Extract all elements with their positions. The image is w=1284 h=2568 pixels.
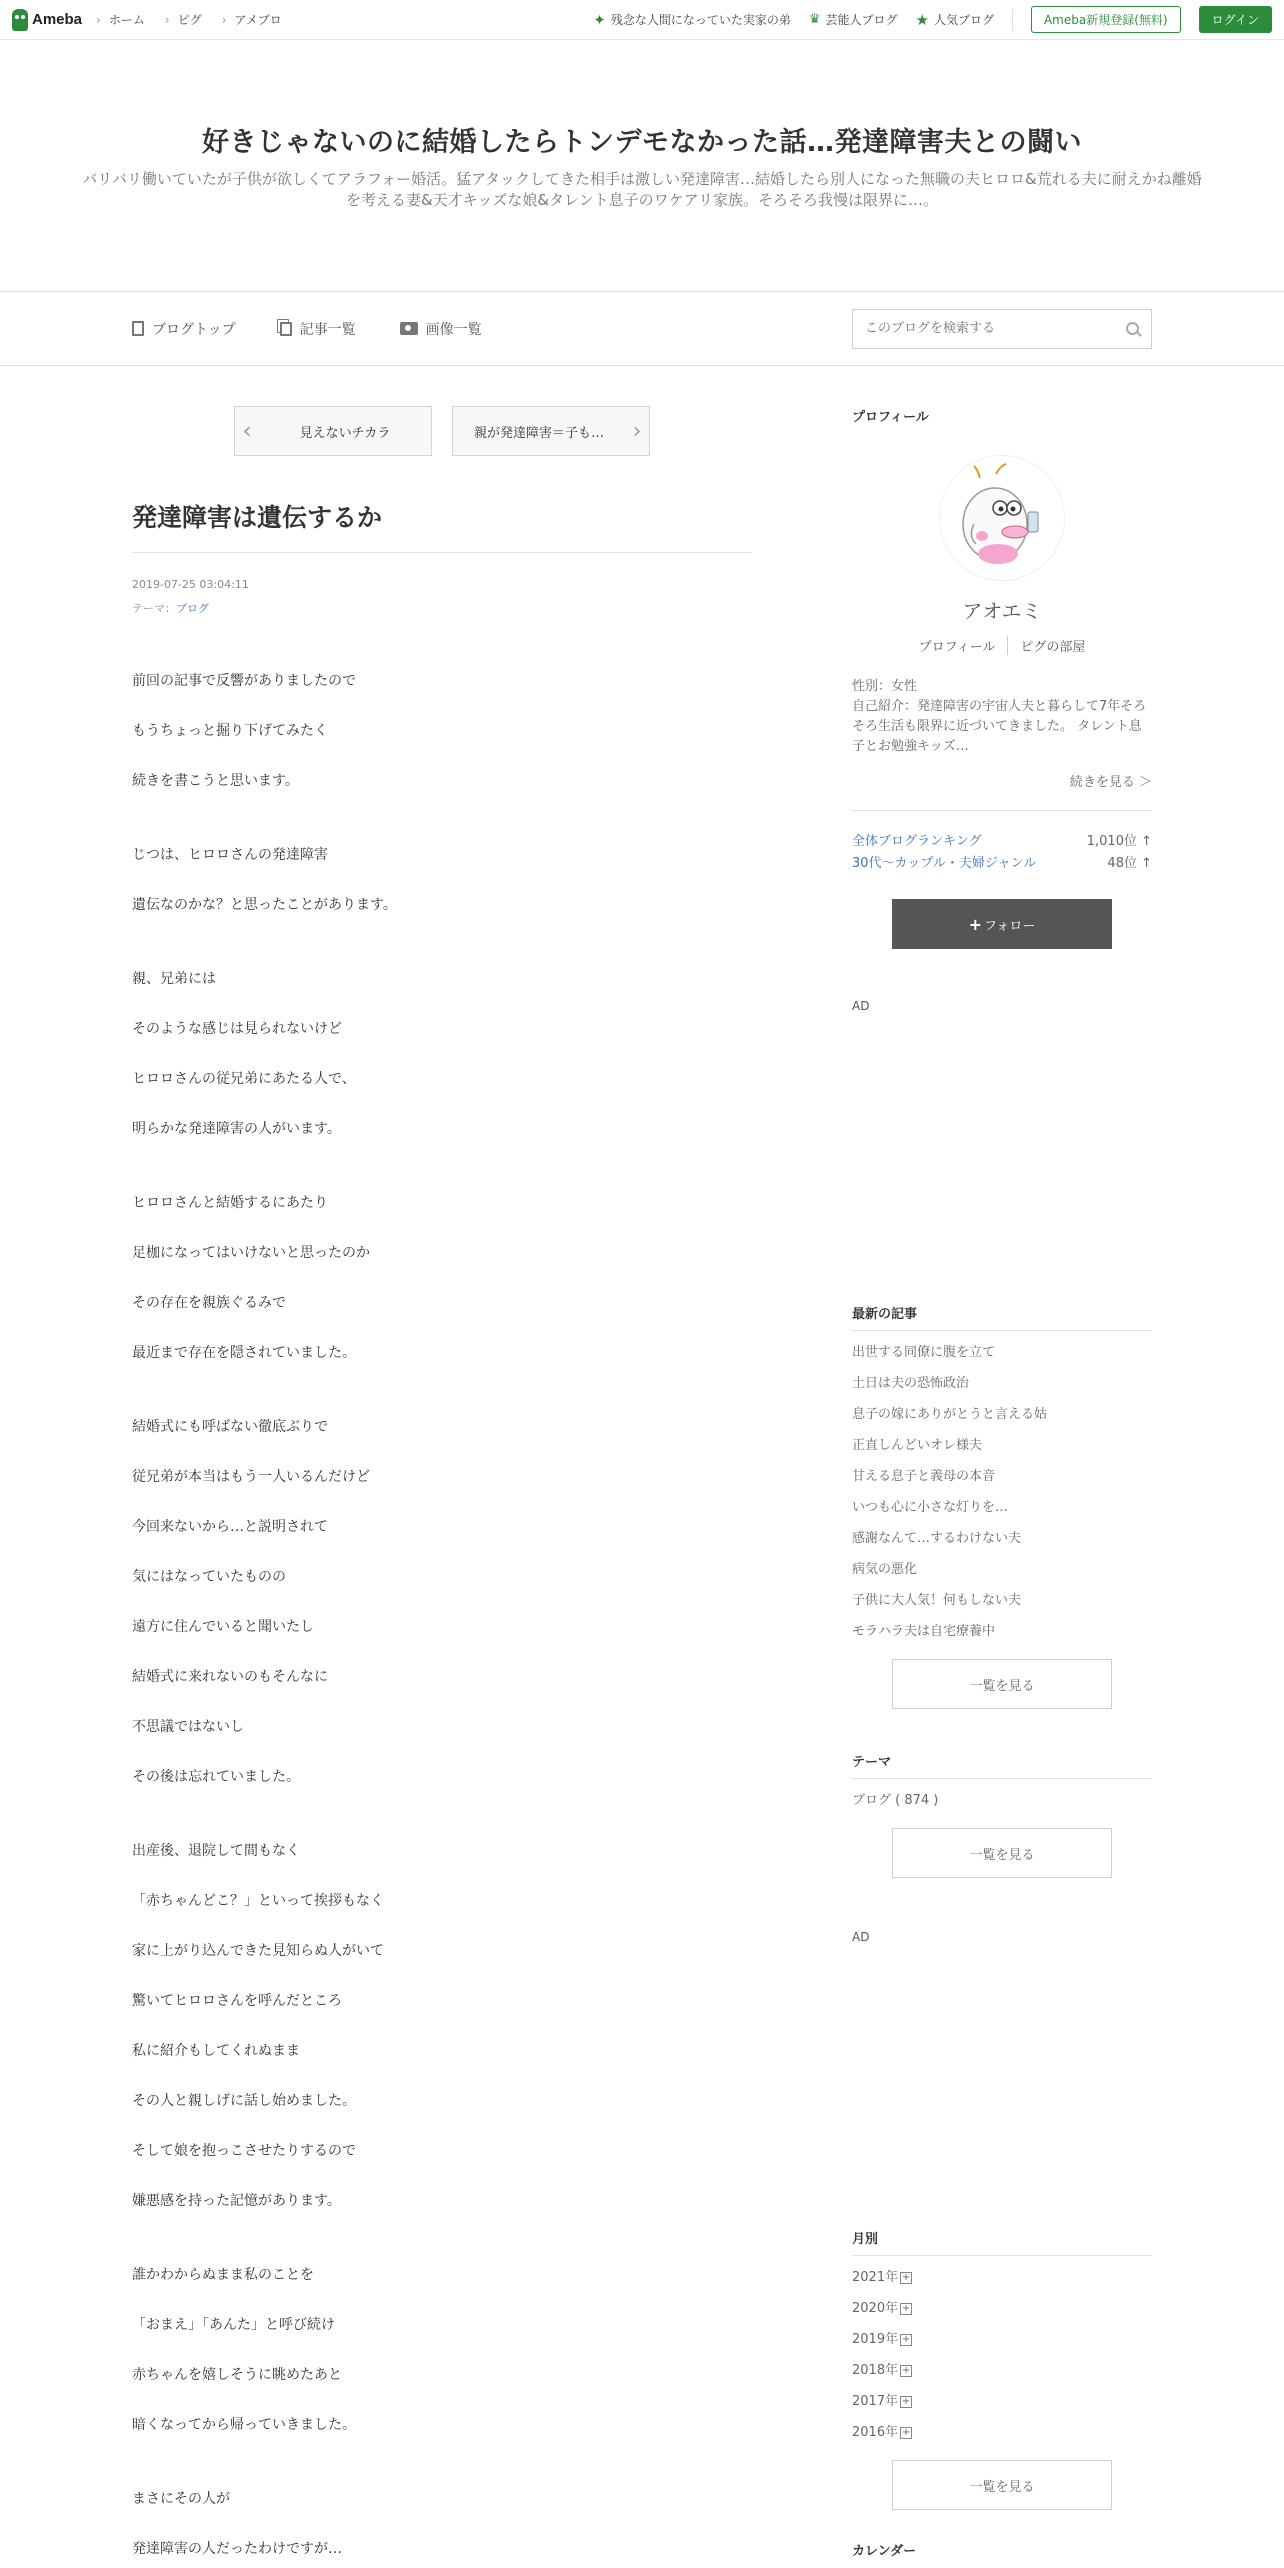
- month-archive-item[interactable]: [852, 2293, 1152, 2324]
- theme-section: [852, 1751, 1152, 1878]
- global-header: [0, 0, 1284, 40]
- ameba-logo-text: Ameba: [32, 11, 83, 28]
- calendar-section: [852, 2540, 1152, 2567]
- crown-icon: ♛: [808, 12, 821, 27]
- month-archive-item[interactable]: [852, 2324, 1152, 2355]
- recent-entries-heading: 最新の記事: [852, 1303, 1152, 1331]
- recent-entries-more-button[interactable]: 一覧を見る: [892, 1659, 1112, 1709]
- blog-header: [0, 40, 1284, 292]
- expand-plus-icon[interactable]: +: [901, 2333, 911, 2345]
- expand-plus-icon[interactable]: +: [901, 2426, 911, 2438]
- ameba-logo[interactable]: [12, 9, 82, 31]
- entry-meta: [132, 573, 752, 621]
- nav-pigg-link[interactable]: › ピグ: [165, 11, 202, 28]
- chevron-right-icon: ›: [632, 418, 642, 444]
- entry-paragraph: そして娘を抱っこさせたりするので: [132, 2143, 356, 2159]
- theme-item[interactable]: ブログ ( 874 ): [852, 1793, 939, 1808]
- paragraph-spacer: [132, 945, 752, 969]
- prev-entry-button[interactable]: [234, 406, 432, 456]
- entry-paragraph: 足枷になってはいけないと思ったのか: [132, 1245, 370, 1261]
- monthly-heading: 月別: [852, 2228, 1152, 2256]
- trending-blog-link[interactable]: [593, 11, 791, 29]
- entry-pager: [132, 406, 752, 456]
- entry-paragraph: 驚いてヒロロさんを呼んだところ: [132, 1993, 342, 2009]
- ranking-row[interactable]: [852, 853, 1152, 875]
- blog-search-input[interactable]: [865, 321, 1105, 336]
- entry-list-link[interactable]: [280, 319, 356, 339]
- ranking-value: 1,010位 ↑: [1086, 834, 1152, 849]
- paragraph-spacer: [132, 821, 752, 845]
- entry-paragraph: 従兄弟が本当はもう一人いるんだけど: [132, 1469, 370, 1485]
- recent-entries-section: [852, 1303, 1152, 1709]
- entry-paragraph: 不思議ではないし: [132, 1719, 244, 1735]
- celebrity-blog-label: 芸能人ブログ: [825, 13, 898, 27]
- profile-gender: 性別：女性: [852, 679, 918, 694]
- month-label: 2021年: [852, 2270, 899, 2285]
- entry-paragraph: 誰かわからぬまま私のことを: [132, 2267, 314, 2283]
- ranking-value: 48位 ↑: [1107, 856, 1152, 871]
- monthly-section: [852, 2228, 1152, 2510]
- entry-paragraph: その存在を親族ぐるみで: [132, 1295, 286, 1311]
- blog-description: バリバリ働いていたが子供が欲しくてアラフォー婚活。猛アタックしてきた相手は激しい発達障害…結婚したら別人になった無職の夫ヒロロ&荒れる夫に耐えかね離婚を考える妻&天才キッズな娘&タレント息子のワケアリ家族。そろそろ我慢は限界に…。: [82, 170, 1202, 209]
- entry-paragraph: 暗くなってから帰っていきました。: [132, 2417, 356, 2433]
- paragraph-spacer: [132, 1393, 752, 1417]
- theme-heading: テーマ: [852, 1751, 1152, 1779]
- documents-icon: [280, 322, 292, 336]
- entry-paragraph: 私に紹介もしてくれぬまま: [132, 2043, 300, 2059]
- trending-blog-label: 残念な人間になっていた実家の弟: [610, 13, 791, 27]
- paragraph-spacer: [132, 1817, 752, 1841]
- recent-entry-link[interactable]: 出世する同僚に腹を立て: [852, 1345, 996, 1360]
- entry-paragraph: 最近まで存在を隠されていました。: [132, 1345, 356, 1361]
- recent-entry-link[interactable]: 息子の嫁にありがとうと言える姑: [852, 1407, 1048, 1422]
- month-label: 2019年: [852, 2332, 899, 2347]
- main-column: [132, 366, 752, 2568]
- paragraph-spacer: [132, 1169, 752, 1193]
- ranking-list: [852, 831, 1152, 875]
- star-icon: ✦: [593, 10, 606, 29]
- entry-paragraph: 前回の記事で反響がありましたので: [132, 673, 356, 689]
- ad-slot: AD: [852, 999, 870, 1013]
- month-archive-item[interactable]: [852, 2386, 1152, 2417]
- recent-entry-link[interactable]: 感謝なんて…するわけない夫: [852, 1531, 1022, 1546]
- entry-paragraph: じつは、ヒロロさんの発達障害: [132, 847, 328, 863]
- entry-paragraph: 明らかな発達障害の人がいます。: [132, 1121, 341, 1137]
- entry-paragraph: 親、兄弟には: [132, 971, 216, 987]
- month-label: 2018年: [852, 2363, 899, 2378]
- expand-plus-icon[interactable]: +: [901, 2302, 911, 2314]
- ad-slot: AD: [852, 1930, 870, 1944]
- profile-name[interactable]: アオエミ: [962, 599, 1042, 623]
- profile-read-more-link[interactable]: 続きを見る ＞: [852, 771, 1152, 811]
- ranking-label: 30代〜カップル・夫婦ジャンル: [852, 856, 1037, 871]
- entry-paragraph: 遠方に住んでいると聞いたし: [132, 1619, 314, 1635]
- popular-blog-link[interactable]: [916, 11, 994, 29]
- next-entry-button[interactable]: [452, 406, 650, 456]
- entry-paragraph: 出産後、退院して間もなく: [132, 1843, 300, 1859]
- ranking-label: 全体ブログランキング: [852, 834, 982, 849]
- nav-ameblo-link[interactable]: › アメブロ: [222, 11, 282, 28]
- entry-paragraph: その人と親しげに話し始めました。: [132, 2093, 356, 2109]
- global-nav: [96, 11, 282, 28]
- star-icon: ★: [915, 10, 929, 29]
- next-entry-label: 親が発達障害＝子も…: [473, 425, 604, 441]
- entry-paragraph: 今回来ないから…と説明されて: [132, 1519, 328, 1535]
- month-label: 2020年: [852, 2301, 899, 2316]
- calendar-heading: カレンダー: [852, 2544, 917, 2559]
- avatar[interactable]: [939, 455, 1065, 581]
- nav-home-link[interactable]: › ホーム: [96, 11, 145, 28]
- entry-paragraph: 遺伝なのかな？と思ったことがあります。: [132, 897, 397, 913]
- month-label: 2016年: [852, 2425, 899, 2440]
- celebrity-blog-link[interactable]: [809, 11, 898, 28]
- entry-paragraph: 「おまえ」「あんた」と呼び続け: [132, 2317, 335, 2333]
- profile-heading: プロフィール: [852, 410, 929, 425]
- month-archive-item[interactable]: [852, 2355, 1152, 2386]
- expand-plus-icon[interactable]: +: [901, 2364, 911, 2376]
- register-button[interactable]: Ameba新規登録(無料): [1031, 6, 1181, 33]
- popular-blog-label: 人気ブログ: [933, 13, 994, 27]
- entry-theme-label: テーマ：: [132, 602, 176, 615]
- month-archive-item[interactable]: [852, 2262, 1152, 2293]
- recent-entry-link[interactable]: 土日は夫の恐怖政治: [852, 1376, 970, 1391]
- blog-search: [852, 309, 1152, 349]
- document-icon: [132, 321, 144, 336]
- image-list-link[interactable]: [400, 319, 482, 339]
- blog-title[interactable]: 好きじゃないのに結婚したらトンデモなかった話…発達障害夫との闘い: [202, 127, 1082, 158]
- entry-paragraph: 「赤ちゃんどこ？」といって挨拶もなく: [132, 1893, 384, 1909]
- expand-plus-icon[interactable]: +: [901, 2395, 911, 2407]
- profile-link[interactable]: プロフィール: [918, 640, 996, 655]
- profile-intro: 自己紹介：発達障害の宇宙人夫と暮らして7年そろそろ生活も限界に近づいてきました。 タレント息子とお勉強キッズ…: [852, 699, 1147, 754]
- entry-date: 2019-07-25 03:04:11: [132, 578, 249, 591]
- entry-title[interactable]: 発達障害は遺伝するか: [132, 498, 752, 553]
- recent-entry-link[interactable]: いつも心に小さな灯りを…: [852, 1500, 1009, 1515]
- recent-entry-link[interactable]: モラハラ夫は自宅療養中: [852, 1624, 996, 1639]
- entry-paragraph: そのような感じは見られないけど: [132, 1021, 342, 1037]
- theme-list: [852, 1785, 1152, 1816]
- entry-paragraph: 発達障害の人だったわけですが…: [132, 2541, 342, 2557]
- monthly-more-button[interactable]: 一覧を見る: [892, 2460, 1112, 2510]
- entry-paragraph: 家に上がり込んできた見知らぬ人がいて: [132, 1943, 384, 1959]
- chevron-left-icon: ‹: [242, 418, 252, 444]
- month-archive-item[interactable]: [852, 2417, 1152, 2448]
- paragraph-spacer: [132, 2465, 752, 2489]
- ranking-row[interactable]: [852, 831, 1152, 853]
- recent-entry-link[interactable]: 甘える息子と義母の本音: [852, 1469, 996, 1484]
- entry-theme: [132, 597, 752, 621]
- entry-paragraph: 赤ちゃんを嬉しそうに眺めたあと: [132, 2367, 342, 2383]
- entry-paragraph: 続きを書こうと思います。: [132, 773, 299, 789]
- entry-theme-link[interactable]: ブログ: [176, 602, 209, 615]
- blog-top-link[interactable]: [132, 319, 236, 339]
- sidebar: [852, 366, 1152, 2568]
- entry-paragraph: まさにその人が: [132, 2491, 230, 2507]
- theme-more-button[interactable]: 一覧を見る: [892, 1828, 1112, 1878]
- paragraph-spacer: [132, 2241, 752, 2265]
- recent-entry-link[interactable]: 正直しんどいオレ様夫: [852, 1438, 983, 1453]
- search-icon[interactable]: [1126, 322, 1139, 335]
- pigg-room-link[interactable]: ピグの部屋: [1020, 640, 1086, 655]
- plus-icon: +: [968, 914, 983, 934]
- entry-body: [132, 671, 752, 2559]
- profile-info: [852, 677, 1152, 757]
- follow-label: フォロー: [984, 918, 1036, 934]
- profile-section: [852, 406, 1152, 949]
- entry-paragraph: 結婚式にも呼ばない徹底ぶりで: [132, 1419, 328, 1435]
- month-label: 2017年: [852, 2394, 899, 2409]
- image-list-label: 画像一覧: [425, 321, 482, 338]
- blog-nav: [0, 292, 1284, 366]
- camera-icon: [400, 322, 418, 335]
- entry-paragraph: 嫌悪感を持った記憶があります。: [132, 2193, 341, 2209]
- blog-top-label: ブログトップ: [152, 321, 236, 338]
- recent-entry-link[interactable]: 病気の悪化: [852, 1562, 918, 1577]
- divider: [1012, 9, 1013, 31]
- expand-plus-icon[interactable]: +: [901, 2271, 911, 2283]
- entry-list-label: 記事一覧: [299, 321, 356, 338]
- entry-paragraph: 結婚式に来れないのもそんなに: [132, 1669, 328, 1685]
- entry-paragraph: もうちょっと掘り下げてみたく: [132, 723, 328, 739]
- prev-entry-label: 見えないチカラ: [299, 425, 391, 441]
- login-button[interactable]: ログイン: [1199, 6, 1272, 33]
- follow-button[interactable]: [892, 899, 1112, 949]
- entry-paragraph: その後は忘れていました。: [132, 1769, 300, 1785]
- recent-entries-list: [852, 1337, 1152, 1647]
- entry-paragraph: ヒロロさんの従兄弟にあたる人で、: [132, 1071, 356, 1087]
- recent-entry-link[interactable]: 子供に大人気！何もしない夫: [852, 1593, 1022, 1608]
- profile-links: [852, 636, 1152, 655]
- ameba-logo-icon: [12, 9, 28, 31]
- entry-paragraph: ヒロロさんと結婚するにあたり: [132, 1195, 328, 1211]
- avatar-illustration: [940, 456, 1065, 581]
- divider: [1007, 636, 1008, 655]
- entry-paragraph: 気にはなっていたものの: [132, 1569, 286, 1585]
- monthly-list: [852, 2262, 1152, 2448]
